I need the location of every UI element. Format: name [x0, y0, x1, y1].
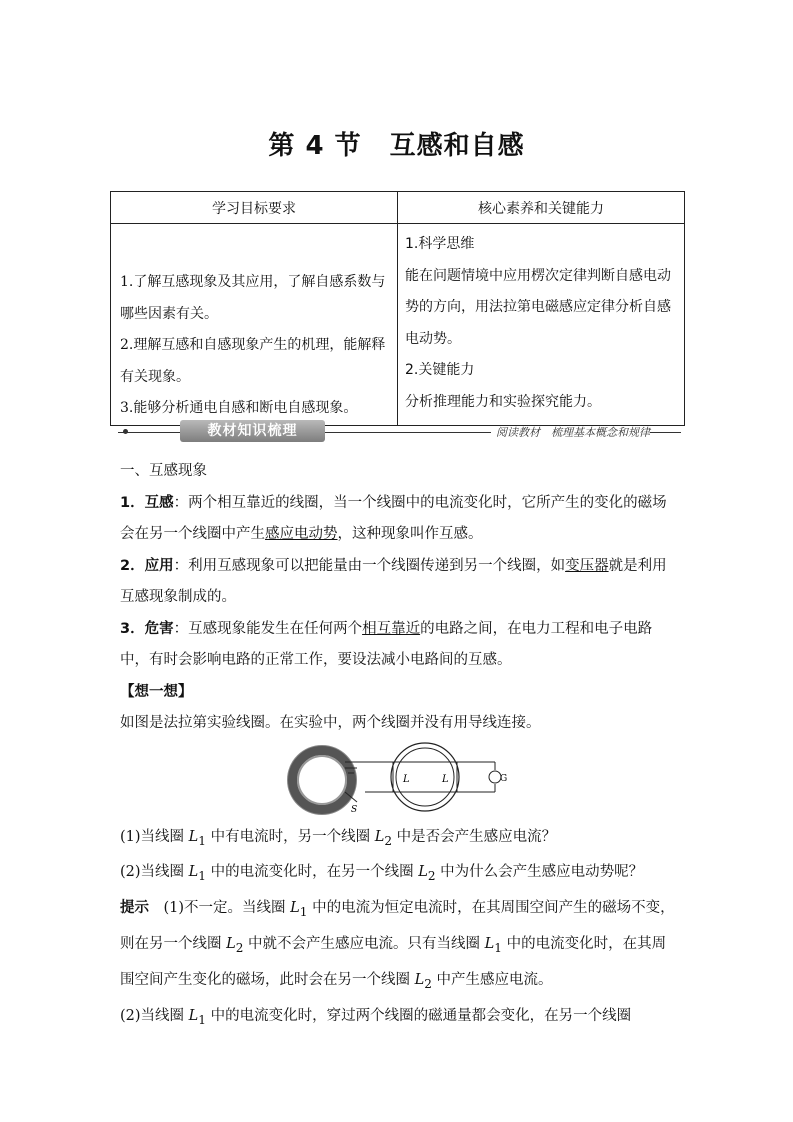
section-heading: 一、互感现象 [120, 463, 207, 479]
paragraph-mutual-induction: 1．互感：两个相互靠近的线圈，当一个线圈中的电流变化时，它所产生的变化的磁场会在另一个线圈中产生感应电动势，这种现象叫作互感。 [120, 494, 667, 542]
bullet-icon [123, 429, 128, 434]
faraday-coil-figure [120, 740, 680, 822]
hint-paragraph-1: 提示 (1)不一定。当线圈 $L_1$ 中的电流为恒定电流时，在其周围空间产生的磁场不变，则在另一个线圈 $L_2$ 中就不会产生感应电流。只有当线圈 $L_1$ 中的电流变化时，在其周围空间产生变化的磁场，此时会在另一个线圈 $L_2$ 中产生感应电流。 [120, 900, 675, 991]
core-skills-cell [398, 224, 685, 426]
divider [325, 432, 491, 433]
goal-item: 3.能够分析通电自感和断电自感现象。 [120, 400, 358, 416]
goal-item: 2.理解互感和自感现象产生的机理，能解释有关现象。 [120, 337, 386, 385]
learning-goals-cell [111, 224, 398, 426]
page-title [0, 125, 793, 162]
paragraph-hazard: 3．危害：互感现象能发生在任何两个相互靠近的电路之间，在电力工程和电子电路中，有时会影响电路的正常工作，要设法减小电路间的互感。 [120, 620, 653, 668]
think-heading: 【想一想】 [120, 683, 193, 700]
banner-note: 阅读教材 梳理基本概念和规律 [496, 426, 650, 439]
question-2: (2)当线圈 $L_1$ 中的电流变化时，在另一个线圈 $L_2$ 中为什么会产生感应电动势呢？ [120, 863, 644, 883]
meter-label: G [500, 773, 508, 784]
goals-table [110, 191, 685, 426]
section-name: 互感和自感 [389, 131, 525, 161]
coil-label: L [442, 773, 449, 785]
section-banner [118, 420, 681, 442]
paragraph-application: 2．应用：利用互感现象可以把能量由一个线圈传递到另一个线圈，如变压器就是利用互感现象制成的。 [120, 557, 667, 605]
question-1: (1)当线圈 $L_1$ 中有电流时，另一个线圈 $L_2$ 中是否会产生感应电流？ [120, 828, 557, 848]
skill-heading: 1.科学思维 [405, 236, 475, 252]
think-intro: 如图是法拉第实验线圈。在实验中，两个线圈并没有用导线连接。 [120, 715, 541, 731]
table-header-left: 学习目标要求 [111, 192, 398, 224]
circuit-diagram [345, 740, 510, 818]
switch-label: S [351, 804, 358, 815]
table-header-right: 核心素养和关键能力 [398, 192, 685, 224]
hint-paragraph-2: (2)当线圈 $L_1$ 中的电流变化时，穿过两个线圈的磁通量都会变化，在另一个线圈 [120, 1007, 632, 1027]
banner-label: 教材知识梳理 [180, 420, 325, 442]
divider [650, 432, 681, 433]
skill-text: 分析推理能力和实验探究能力。 [405, 393, 601, 410]
coil-label: L [403, 773, 410, 785]
skill-text: 能在问题情境中应用楞次定律判断自感电动势的方向，用法拉第电磁感应定律分析自感电动势。 [405, 267, 671, 347]
skill-heading: 2.关键能力 [405, 362, 475, 378]
main-content [120, 456, 680, 1036]
goal-item: 1.了解互感现象及其应用，了解自感系数与哪些因素有关。 [120, 274, 386, 322]
section-number: 第 4 节 [268, 131, 362, 161]
